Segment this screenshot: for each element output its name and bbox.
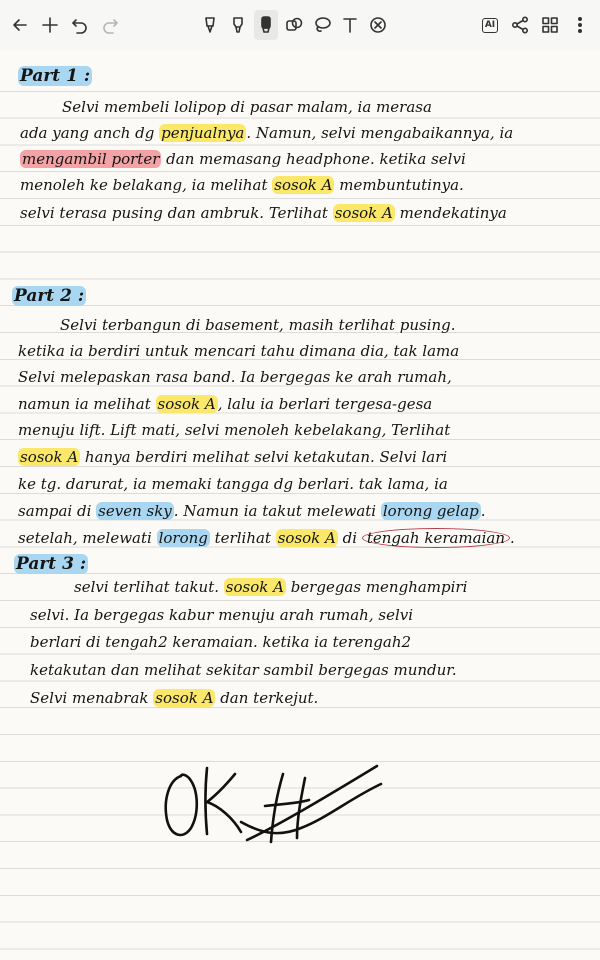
circled-tengah-keramaian: tengah keramaian [362,528,510,548]
part1-line-5 [20,204,507,222]
part3-line-4: ketakutan dan melihat sekitar sambil bergegas mundur. [30,661,457,679]
shapes-icon[interactable] [282,10,306,40]
part2-heading-text: Part 2 : [14,286,85,306]
back-arrow-icon[interactable] [8,10,32,40]
part1-line-4 [20,176,464,194]
part2-line-9 [18,529,515,547]
highlight-seven-sky: seven sky [98,502,172,520]
text-span: di [337,529,362,547]
ai-label: AI [482,18,498,33]
highlight-sosok-a: sosok A [225,578,284,596]
toolbar-left-group [8,10,122,40]
text-span: sampai di [18,502,97,520]
highlight-sosok-a: sosok A [155,689,214,707]
highlight-penjual: penjualnya [161,124,245,142]
toolbar-tools-group [198,10,390,40]
part1-heading-text: Part 1 : [20,66,91,86]
toolbar-right-group [478,10,592,40]
more-icon[interactable] [568,10,592,40]
text-span: setelah, melewati [18,529,157,547]
part2-heading [12,286,86,306]
part2-line-4 [18,395,432,413]
part3-line-5 [30,689,318,707]
marker-icon[interactable] [254,10,278,40]
part2-line-7: ke tg. darurat, ia memaki tangga dg berlari. tak lama, ia [18,475,448,493]
lasso-icon[interactable] [310,10,334,40]
add-icon[interactable] [38,10,62,40]
text-span: ada yang anch dg [20,124,160,142]
text-span: mendekatinya [394,204,507,222]
highlight-sosok-a: sosok A [334,204,393,222]
text-span: . [480,502,486,520]
text-span: selvi terasa pusing dan ambruk. Terlihat [20,204,333,222]
redo-icon[interactable] [98,10,122,40]
part1-line-2 [20,124,513,142]
handwritten-signature [155,760,395,864]
highlight-sosok-a: sosok A [274,176,333,194]
grid-view-icon[interactable] [538,10,562,40]
part2-line-2: ketika ia berdiri untuk mencari tahu dimana dia, tak lama [18,342,460,360]
share-icon[interactable] [508,10,532,40]
part3-line-3: berlari di tengah2 keramaian. ketika ia terengah2 [30,633,412,651]
text-span: . Namun ia takut melewati [173,502,381,520]
highlight-sosok-a: sosok A [277,529,336,547]
highlight-lorong-gelap: lorong gelap [382,502,479,520]
part1-heading [18,66,92,86]
text-span: dan memasang headphone. ketika selvi [161,150,466,168]
text-span: terlihat [209,529,276,547]
highlight-porter: mengambil porter [22,150,160,168]
part3-heading-text: Part 3 : [16,554,87,574]
note-toolbar [0,0,600,50]
text-span: bergegas menghampiri [285,578,468,596]
text-span: . Namun, selvi mengabaikannya, ia [246,124,514,142]
part3-line-1 [74,578,467,596]
undo-icon[interactable] [68,10,92,40]
part2-line-8 [18,502,486,520]
text-span: Selvi menabrak [30,689,154,707]
part2-line-3: Selvi melepaskan rasa band. Ia bergegas ke arah rumah, [18,368,452,386]
eraser-icon[interactable] [366,10,390,40]
text-span: hanya berdiri melihat selvi ketakutan. Selvi lari [80,448,448,466]
pen-icon[interactable] [198,10,222,40]
text-span: selvi terlihat takut. [74,578,224,596]
text-span: membuntutinya. [334,176,464,194]
part2-line-5: menuju lift. Lift mati, selvi menoleh kebelakang, Terlihat [18,421,451,439]
part3-heading [14,554,88,574]
text-span: dan terkejut. [215,689,319,707]
part1-line-3 [20,150,466,168]
text-span: . [510,529,515,547]
text-span: menoleh ke belakang, ia melihat [20,176,273,194]
text-span: namun ia melihat [18,395,156,413]
highlight-lorong: lorong [158,529,208,547]
ai-button[interactable] [478,10,502,40]
part2-line-1: Selvi terbangun di basement, masih terlihat pusing. [60,316,456,334]
part2-line-6 [18,448,447,466]
text-icon[interactable] [338,10,362,40]
highlighter-icon[interactable] [226,10,250,40]
highlight-sosok-a: sosok A [157,395,216,413]
text-span: , lalu ia berlari tergesa-gesa [217,395,433,413]
highlight-sosok-a: sosok A [20,448,79,466]
part3-line-2: selvi. Ia bergegas kabur menuju arah rumah, selvi [30,606,414,624]
part1-line-1: Selvi membeli lolipop di pasar malam, ia merasa [62,98,432,116]
